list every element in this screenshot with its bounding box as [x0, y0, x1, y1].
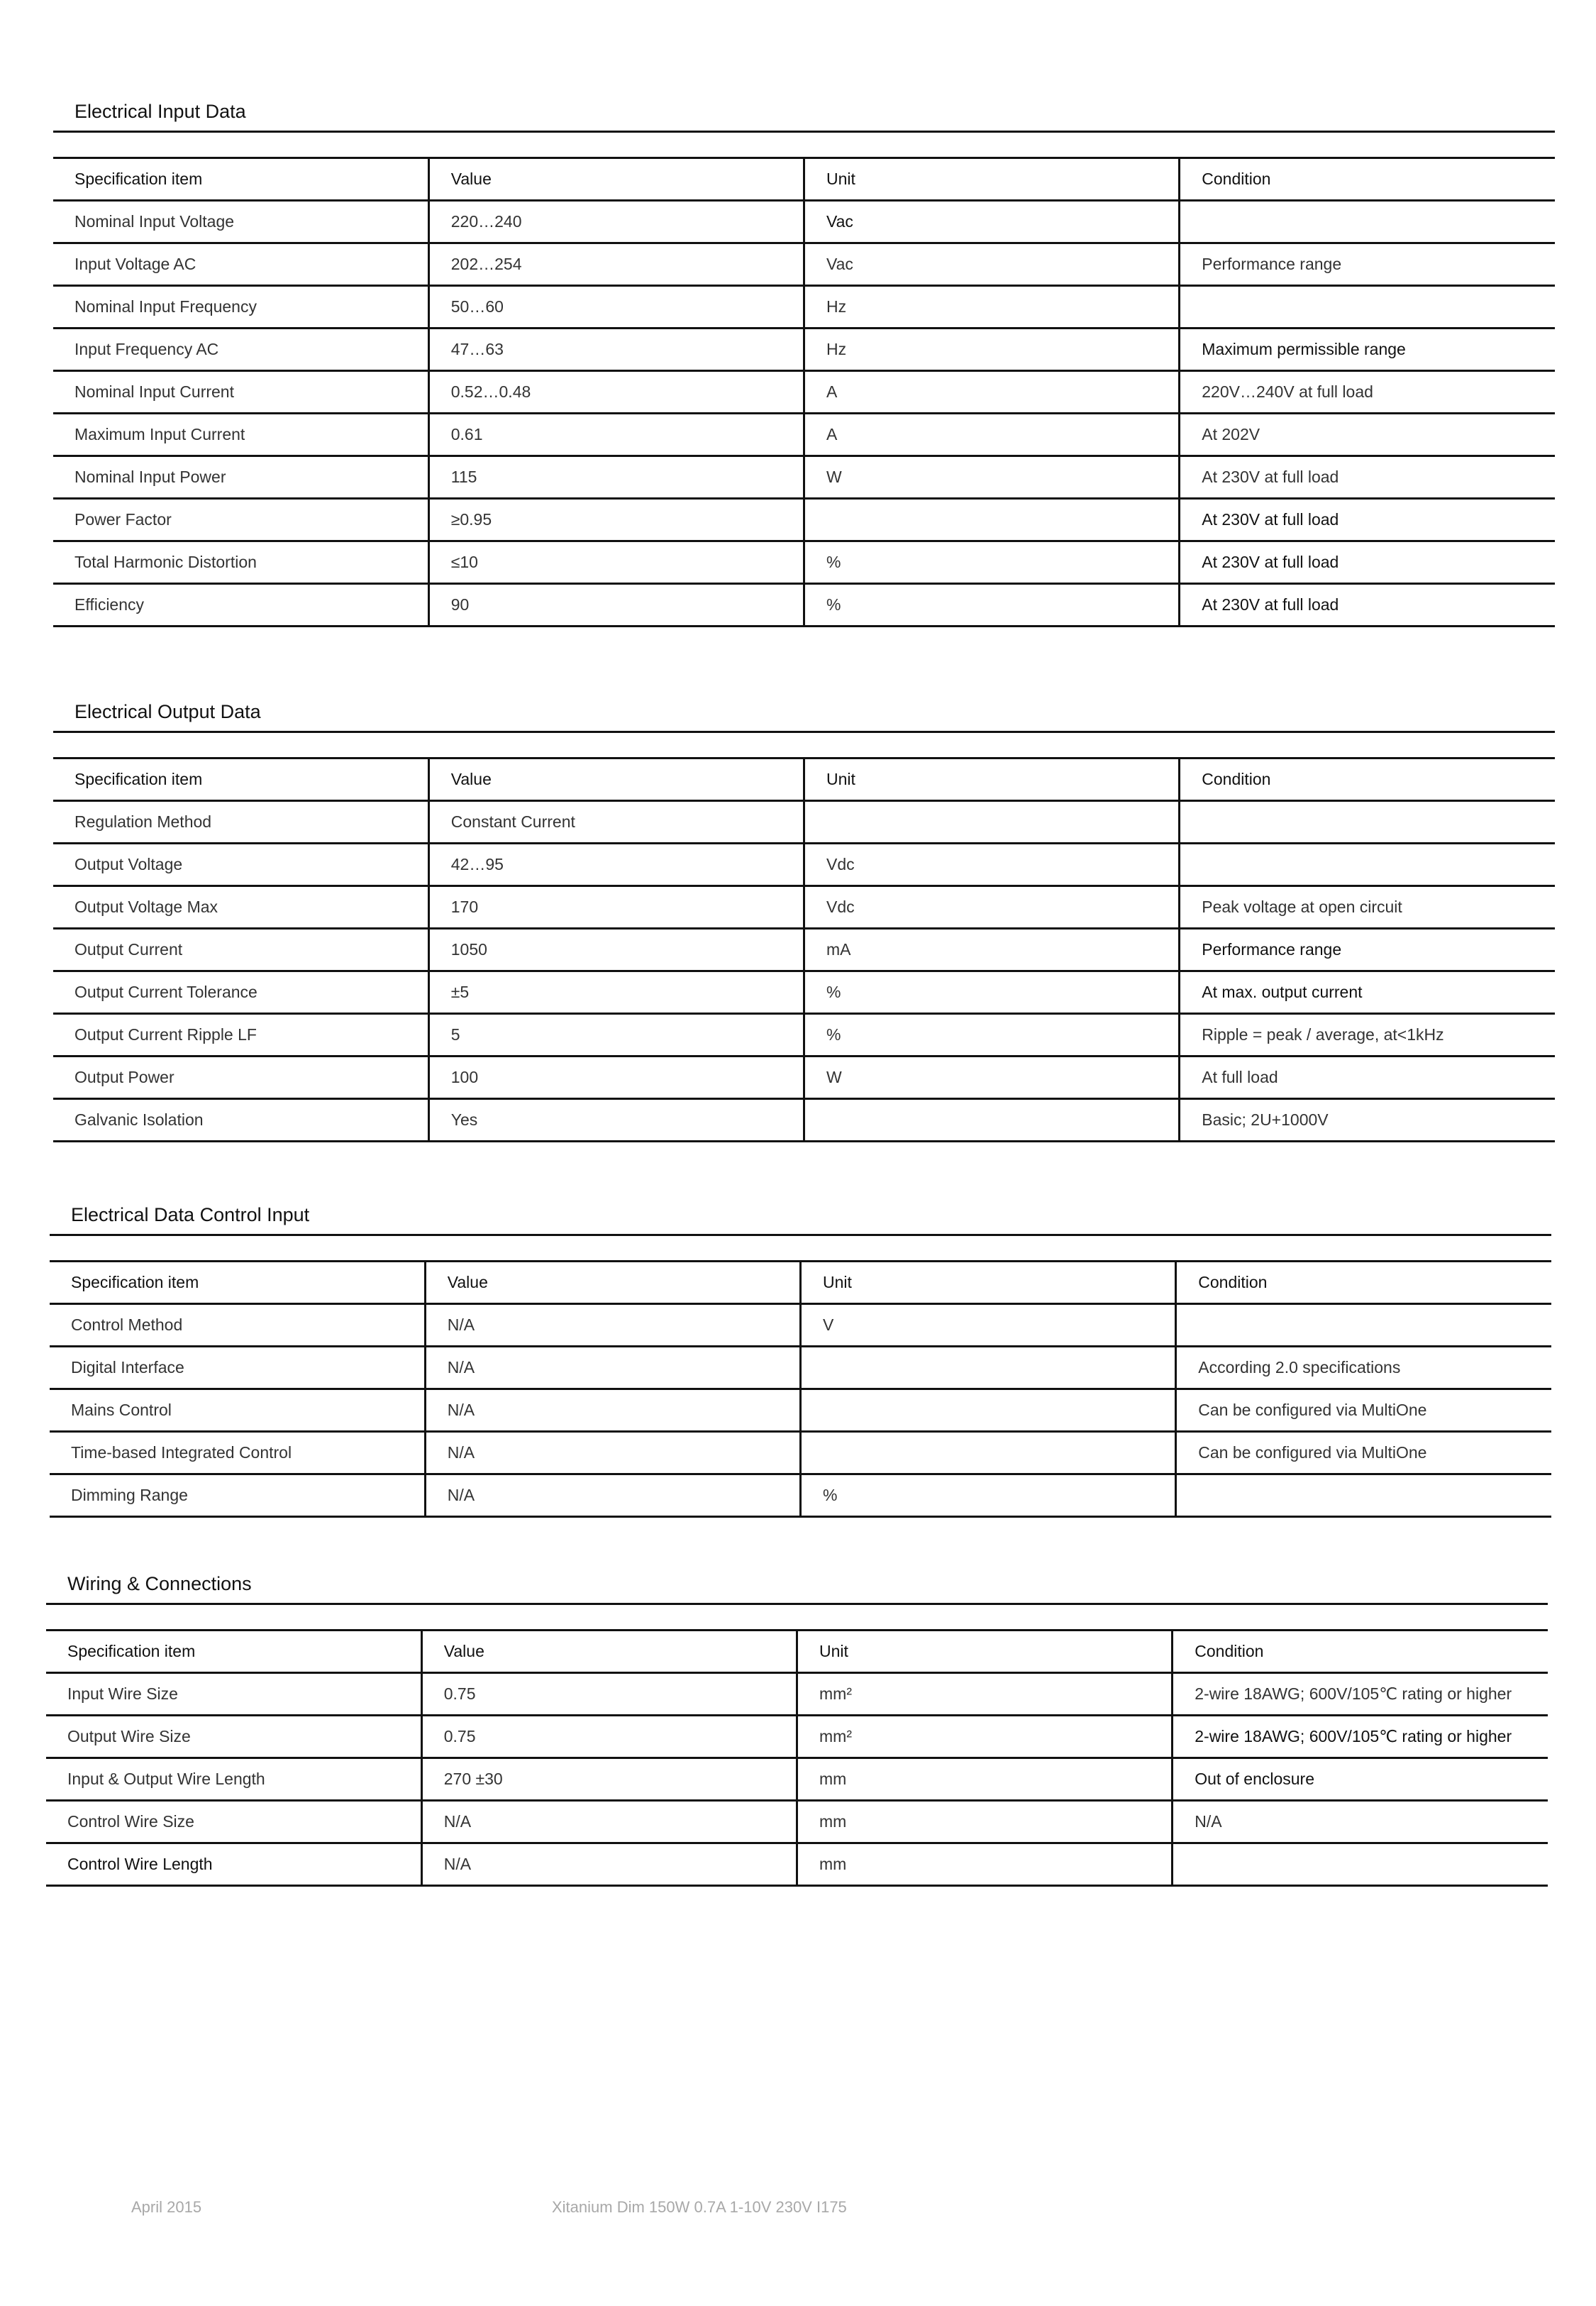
header-unit: Unit — [804, 158, 1180, 201]
title-rule — [53, 731, 1555, 733]
cell-value: ≤10 — [428, 541, 804, 584]
title-rule — [50, 1234, 1551, 1236]
cell-value: N/A — [425, 1474, 800, 1517]
table-row — [53, 844, 1555, 886]
header-specification-item: Specification item — [53, 158, 428, 201]
cell-unit — [804, 801, 1180, 844]
cell-unit: A — [804, 371, 1180, 414]
table-row — [46, 1716, 1548, 1758]
cell-unit: Hz — [804, 329, 1180, 371]
table-row — [53, 456, 1555, 499]
cell-value: N/A — [425, 1304, 800, 1347]
table-row — [53, 584, 1555, 627]
cell-unit: mm — [797, 1801, 1173, 1843]
cell-unit: % — [804, 584, 1180, 627]
table-row — [53, 243, 1555, 286]
cell-item: Galvanic Isolation — [53, 1099, 428, 1142]
cell-unit: mm² — [797, 1716, 1173, 1758]
cell-value: 42…95 — [428, 844, 804, 886]
cell-condition: At 230V at full load — [1180, 456, 1555, 499]
table-row — [50, 1389, 1551, 1432]
cell-item: Control Wire Length — [46, 1843, 421, 1886]
header-value: Value — [421, 1631, 797, 1673]
cell-item: Output Voltage — [53, 844, 428, 886]
cell-item: Regulation Method — [53, 801, 428, 844]
cell-value: 170 — [428, 886, 804, 929]
cell-value: Yes — [428, 1099, 804, 1142]
header-specification-item: Specification item — [46, 1631, 421, 1673]
table-row — [53, 929, 1555, 971]
cell-item: Control Wire Size — [46, 1801, 421, 1843]
cell-item: Output Current Ripple LF — [53, 1014, 428, 1057]
cell-unit: % — [804, 541, 1180, 584]
cell-condition: N/A — [1173, 1801, 1548, 1843]
cell-unit — [804, 1099, 1180, 1142]
table-row — [50, 1347, 1551, 1389]
title-rule — [53, 131, 1555, 133]
cell-item: Input & Output Wire Length — [46, 1758, 421, 1801]
cell-condition: Out of enclosure — [1173, 1758, 1548, 1801]
cell-unit — [801, 1432, 1176, 1474]
cell-condition: Ripple = peak / average, at<1kHz — [1180, 1014, 1555, 1057]
cell-unit: Vac — [804, 243, 1180, 286]
cell-condition — [1176, 1474, 1551, 1517]
cell-value: N/A — [425, 1389, 800, 1432]
cell-value: 100 — [428, 1057, 804, 1099]
cell-unit: V — [801, 1304, 1176, 1347]
cell-condition: Performance range — [1180, 243, 1555, 286]
cell-unit: % — [804, 971, 1180, 1014]
cell-value: 0.75 — [421, 1716, 797, 1758]
cell-unit: Vac — [804, 201, 1180, 243]
cell-value: N/A — [425, 1432, 800, 1474]
cell-value: 0.52…0.48 — [428, 371, 804, 414]
cell-condition: Performance range — [1180, 929, 1555, 971]
cell-item: Output Power — [53, 1057, 428, 1099]
table-row — [53, 801, 1555, 844]
cell-unit — [801, 1389, 1176, 1432]
section-title: Electrical Data Control Input — [71, 1204, 310, 1225]
cell-value: 0.61 — [428, 414, 804, 456]
cell-item: Digital Interface — [50, 1347, 425, 1389]
cell-condition — [1180, 844, 1555, 886]
table-row — [53, 414, 1555, 456]
table-row — [46, 1801, 1548, 1843]
cell-condition — [1180, 201, 1555, 243]
table-row — [53, 971, 1555, 1014]
cell-unit: % — [804, 1014, 1180, 1057]
cell-condition: 220V…240V at full load — [1180, 371, 1555, 414]
header-value: Value — [428, 158, 804, 201]
section-title: Electrical Input Data — [74, 101, 246, 122]
cell-value: 0.75 — [421, 1673, 797, 1716]
spec-table-control — [50, 1260, 1551, 1518]
cell-value: 220…240 — [428, 201, 804, 243]
cell-unit: % — [801, 1474, 1176, 1517]
table-row — [50, 1474, 1551, 1517]
header-condition: Condition — [1180, 158, 1555, 201]
table-row — [50, 1432, 1551, 1474]
cell-value: ±5 — [428, 971, 804, 1014]
table-row — [46, 1843, 1548, 1886]
cell-condition: At full load — [1180, 1057, 1555, 1099]
table-row — [53, 1014, 1555, 1057]
cell-item: Input Voltage AC — [53, 243, 428, 286]
cell-condition: Peak voltage at open circuit — [1180, 886, 1555, 929]
cell-condition: Maximum permissible range — [1180, 329, 1555, 371]
header-specification-item: Specification item — [50, 1262, 425, 1304]
cell-item: Total Harmonic Distortion — [53, 541, 428, 584]
cell-condition: Can be configured via MultiOne — [1176, 1432, 1551, 1474]
spec-table-wiring — [46, 1629, 1548, 1887]
cell-value: 202…254 — [428, 243, 804, 286]
footer-date: April 2015 — [131, 2198, 202, 2216]
cell-unit: W — [804, 1057, 1180, 1099]
cell-condition — [1180, 286, 1555, 329]
cell-condition: At 202V — [1180, 414, 1555, 456]
cell-value: ≥0.95 — [428, 499, 804, 541]
cell-item: Time-based Integrated Control — [50, 1432, 425, 1474]
title-rule — [46, 1603, 1548, 1605]
spec-table-output — [53, 757, 1555, 1142]
table-row — [53, 1099, 1555, 1142]
footer-product-name: Xitanium Dim 150W 0.7A 1-10V 230V I175 — [552, 2198, 847, 2216]
header-unit: Unit — [797, 1631, 1173, 1673]
table-row — [53, 886, 1555, 929]
cell-condition: At 230V at full load — [1180, 584, 1555, 627]
header-condition: Condition — [1180, 758, 1555, 801]
cell-value: N/A — [425, 1347, 800, 1389]
cell-item: Output Current Tolerance — [53, 971, 428, 1014]
cell-condition — [1180, 801, 1555, 844]
header-condition: Condition — [1176, 1262, 1551, 1304]
table-row — [53, 1057, 1555, 1099]
cell-value: 50…60 — [428, 286, 804, 329]
cell-condition: 2-wire 18AWG; 600V/105℃ rating or higher — [1173, 1673, 1548, 1716]
cell-unit: mm² — [797, 1673, 1173, 1716]
cell-item: Output Wire Size — [46, 1716, 421, 1758]
table-row — [53, 329, 1555, 371]
cell-unit: mA — [804, 929, 1180, 971]
table-header-row — [46, 1631, 1548, 1673]
table-row — [53, 541, 1555, 584]
table-row — [50, 1304, 1551, 1347]
cell-condition: At max. output current — [1180, 971, 1555, 1014]
cell-value: 1050 — [428, 929, 804, 971]
cell-unit: Hz — [804, 286, 1180, 329]
cell-item: Nominal Input Current — [53, 371, 428, 414]
spec-table-input — [53, 157, 1555, 627]
header-value: Value — [428, 758, 804, 801]
cell-value: 5 — [428, 1014, 804, 1057]
cell-item: Input Frequency AC — [53, 329, 428, 371]
cell-condition: According 2.0 specifications — [1176, 1347, 1551, 1389]
cell-unit: mm — [797, 1758, 1173, 1801]
header-value: Value — [425, 1262, 800, 1304]
cell-value: 115 — [428, 456, 804, 499]
cell-item: Nominal Input Power — [53, 456, 428, 499]
cell-condition: 2-wire 18AWG; 600V/105℃ rating or higher — [1173, 1716, 1548, 1758]
cell-item: Efficiency — [53, 584, 428, 627]
cell-value: N/A — [421, 1801, 797, 1843]
cell-unit: W — [804, 456, 1180, 499]
cell-item: Nominal Input Voltage — [53, 201, 428, 243]
table-header-row — [53, 758, 1555, 801]
cell-value: Constant Current — [428, 801, 804, 844]
section-title: Electrical Output Data — [74, 701, 261, 722]
cell-unit — [804, 499, 1180, 541]
cell-value: N/A — [421, 1843, 797, 1886]
cell-condition: Basic; 2U+1000V — [1180, 1099, 1555, 1142]
cell-unit: A — [804, 414, 1180, 456]
table-header-row — [50, 1262, 1551, 1304]
header-condition: Condition — [1173, 1631, 1548, 1673]
cell-condition — [1176, 1304, 1551, 1347]
cell-item: Maximum Input Current — [53, 414, 428, 456]
cell-item: Output Voltage Max — [53, 886, 428, 929]
cell-unit — [801, 1347, 1176, 1389]
header-specification-item: Specification item — [53, 758, 428, 801]
table-row — [46, 1673, 1548, 1716]
header-unit: Unit — [801, 1262, 1176, 1304]
cell-value: 270 ±30 — [421, 1758, 797, 1801]
cell-item: Input Wire Size — [46, 1673, 421, 1716]
cell-item: Control Method — [50, 1304, 425, 1347]
cell-condition: Can be configured via MultiOne — [1176, 1389, 1551, 1432]
cell-unit: mm — [797, 1843, 1173, 1886]
cell-condition — [1173, 1843, 1548, 1886]
cell-item: Power Factor — [53, 499, 428, 541]
cell-unit: Vdc — [804, 844, 1180, 886]
cell-value: 47…63 — [428, 329, 804, 371]
cell-value: 90 — [428, 584, 804, 627]
table-row — [53, 201, 1555, 243]
table-row — [53, 499, 1555, 541]
cell-unit: Vdc — [804, 886, 1180, 929]
section-title: Wiring & Connections — [67, 1573, 252, 1594]
cell-item: Mains Control — [50, 1389, 425, 1432]
cell-condition: At 230V at full load — [1180, 499, 1555, 541]
cell-item: Dimming Range — [50, 1474, 425, 1517]
table-header-row — [53, 158, 1555, 201]
table-row — [53, 286, 1555, 329]
table-row — [53, 371, 1555, 414]
table-row — [46, 1758, 1548, 1801]
cell-item: Output Current — [53, 929, 428, 971]
header-unit: Unit — [804, 758, 1180, 801]
cell-condition: At 230V at full load — [1180, 541, 1555, 584]
cell-item: Nominal Input Frequency — [53, 286, 428, 329]
